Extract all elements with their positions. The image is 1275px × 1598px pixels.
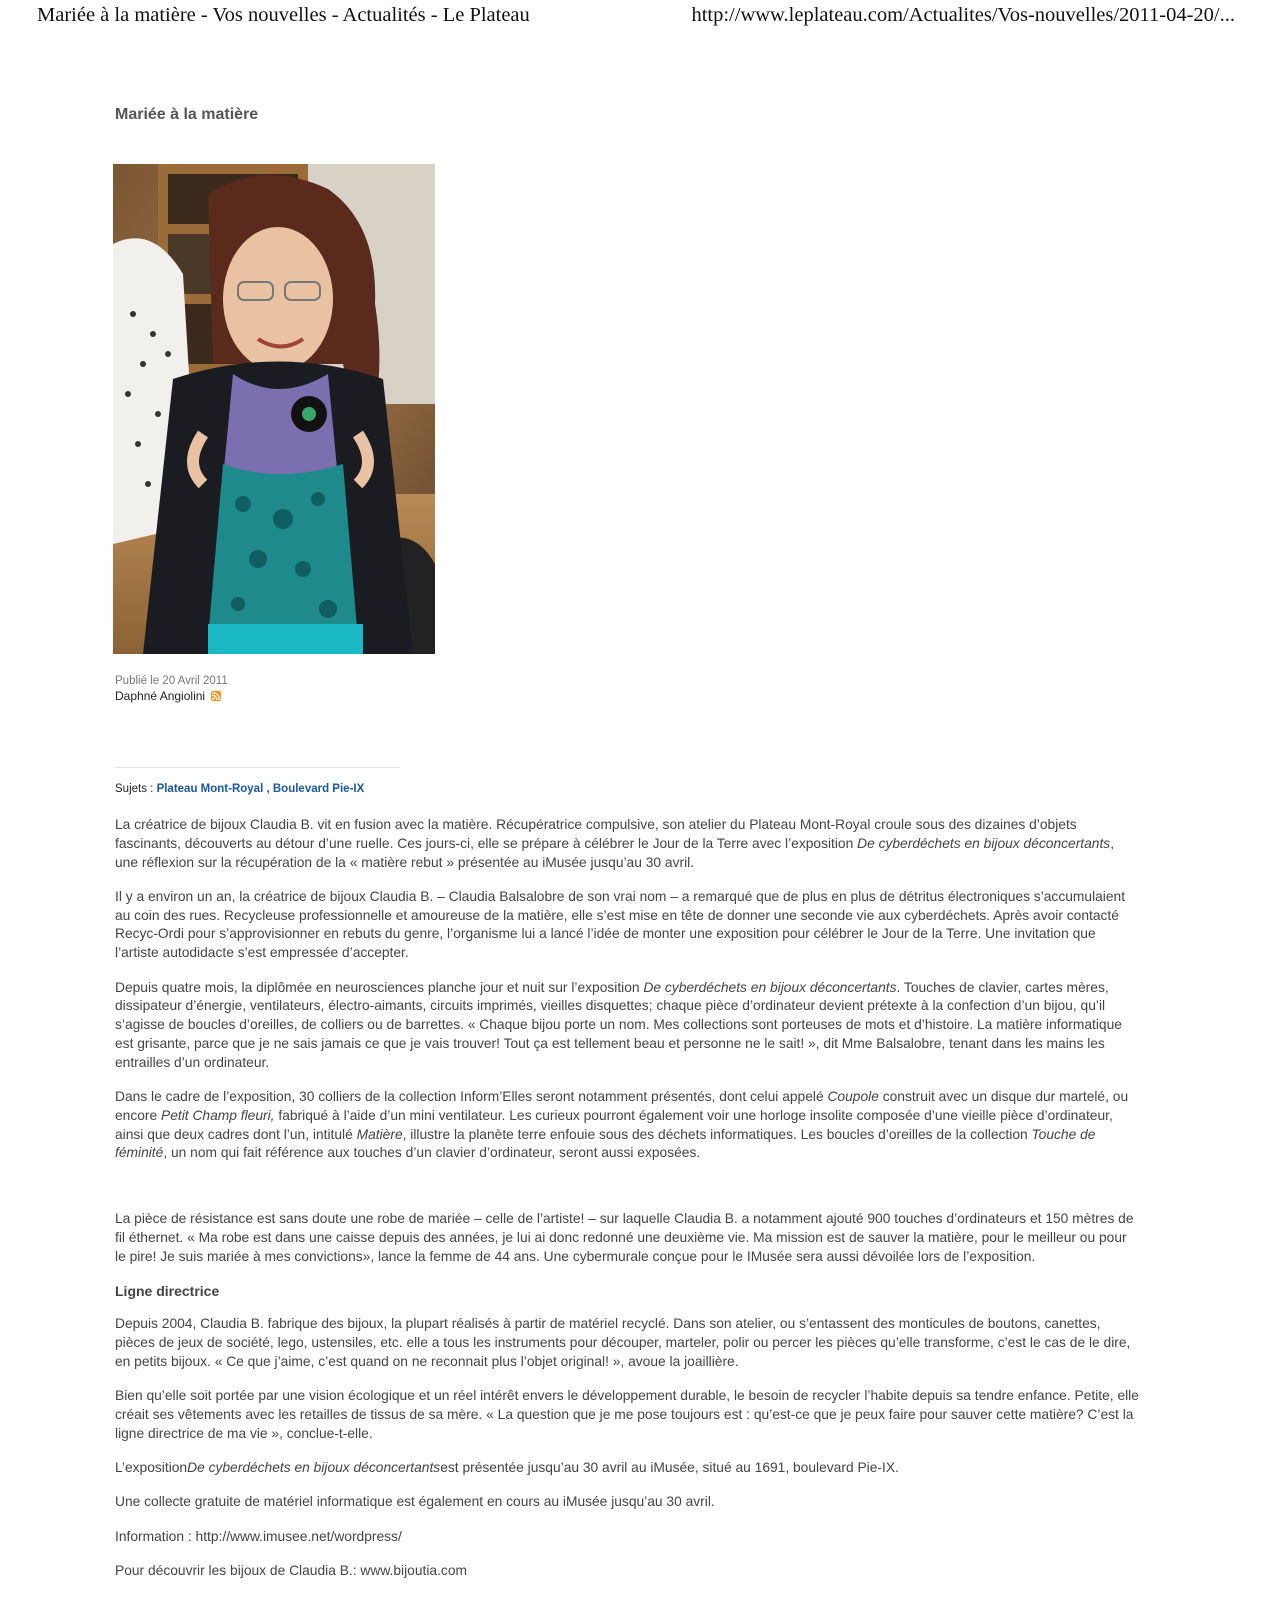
subject-link-boulevard-pie-ix[interactable]: Boulevard Pie-IX [272, 783, 365, 795]
paragraph-11-bijoutia: Pour découvrir les bijoux de Claudia B.: www.bijoutia.com [115, 1562, 467, 1578]
article-title: Mariée à la matière [115, 106, 259, 123]
author-line [115, 689, 228, 704]
article-body [115, 816, 1140, 1596]
rss-icon[interactable] [211, 691, 221, 701]
print-header [37, 4, 1235, 32]
subjects-label: Sujets : [115, 783, 154, 795]
article-photo [113, 164, 435, 654]
paragraph-4: Dans le cadre de l’exposition, 30 colliers de la collection Inform’Elles seront notamment présentés, dont celui appelé Coupole construit avec un disque dur martelé, ou encore Petit Champ fleuri, fabriqué à l’aide d’un mini ventilateur. Les curieux pourront également voir une horloge insolite composée d’une vieille pièce d’ordinateur, ainsi que deux cadres dont l’un, intitulé Matière, illustre la planète terre enfouie sous des déchets informatiques. Les boucles d’oreilles de la collection Touche de féminité, un nom qui fait référence aux touches d’un clavier d’ordinateur, seront aussi exposées. [115, 1089, 1129, 1161]
paragraph-10-info: Information : http://www.imusee.net/wordpress/ [115, 1528, 402, 1544]
divider [115, 767, 400, 768]
paragraph-9: Une collecte gratuite de matériel informatique est également en cours au iMusée jusqu’au 30 avril. [115, 1494, 715, 1510]
article-meta [115, 674, 228, 704]
article [115, 100, 1140, 1578]
paragraph-5: La pièce de résistance est sans doute une robe de mariée – celle de l’artiste! – sur laquelle Claudia B. a notamment ajouté 900 touches d’ordinateurs et 150 mètres de fil éthernet. « Ma robe est dans une caisse depuis des années, je lui ai donc redonné une deuxième vie. Ma mission est de sauver la matière, pour le meilleur ou pour le pire! Je suis mariée à mes convictions», lance la femme de 44 ans. Une cybermurale conçue pour le IMusée sera aussi dévoilée lors de l’exposition. [115, 1211, 1134, 1264]
subjects-line [115, 783, 364, 795]
paragraph-2: Il y a environ un an, la créatrice de bijoux Claudia B. – Claudia Balsalobre de son vrai nom – a remarqué que de plus en plus de détritus électroniques s’accumulaient au coin des rues. Recycleuse professionnelle et amoureuse de la matière, elle s’est mise en tête de donner une seconde vie aux cyberdéchets. Après avoir contacté Recyc-Ordi pour s’approvisionner en rebuts du genre, l’organisme lui a lancé l’idée de monter une exposition pour célébrer le Jour de la Terre. Une invitation que l’artiste autodidacte s’est empressée d’accepter. [115, 888, 1126, 961]
subheading-ligne-directrice: Ligne directrice [115, 1283, 220, 1300]
published-date: Publié le 20 Avril 2011 [115, 675, 228, 687]
subject-separator: , [263, 783, 273, 795]
print-page-url: http://www.leplateau.com/Actualites/Vos-nouvelles/2011-04-20/... [691, 4, 1235, 26]
paragraph-7: Bien qu’elle soit portée par une vision écologique et un réel intérêt envers le développement durable, le besoin de recycler l’habite depuis sa tendre enfance. Petite, elle créait ses vêtements avec les retailles de tissus de sa mère. « La question que je me pose toujours est : qu’est-ce que je peux faire pour sauver cette matière? C’est la ligne directrice de ma vie », conclue-t-elle. [115, 1388, 1139, 1441]
paragraph-1: La créatrice de bijoux Claudia B. vit en fusion avec la matière. Récupératrice compulsive, son atelier du Plateau Mont-Royal croule sous des dizaines d’objets fascinants, découverts au détour d’une ruelle. Ces jours-ci, elle se prépare à célébrer le Jour de la Terre avec l’exposition De cyberdéchets en bijoux déconcertants, une réflexion sur la récupération de la « matière rebut » présentée au iMusée jusqu’au 30 avril. [115, 817, 1115, 870]
subject-link-plateau-mont-royal[interactable]: Plateau Mont-Royal [156, 783, 264, 795]
paragraph-8: L’expositionDe cyberdéchets en bijoux déconcertantsest présentée jusqu’au 30 avril au iMusée, situé au 1691, boulevard Pie-IX. [115, 1459, 899, 1475]
paragraph-6: Depuis 2004, Claudia B. fabrique des bijoux, la plupart réalisés à partir de matériel recyclé. Dans son atelier, ou s’entassent des monticules de boutons, canettes, pièces de jeux de société, lego, ustensiles, etc. elle a tous les instruments pour découper, marteler, polir ou percer les pièces qu’elle transforme, c’est le cas de le dire, en petits bijoux. « Ce que j’aime, c’est quand on ne reconnait plus l’objet original! », avoue la joaillière. [115, 1316, 1131, 1369]
paragraph-3: Depuis quatre mois, la diplômée en neurosciences planche jour et nuit sur l’exposition De cyberdéchets en bijoux déconcertants. Touches de clavier, cartes mères, dissipateur d’énergie, ventilateurs, électro-aimants, circuits imprimés, vieilles disquettes; chaque pièce d’ordinateur devient prétexte à la confection d’un bijou, qu’il s’agisse de boucles d’oreilles, de colliers ou de barrettes. « Chaque bijou porte un nom. Mes collections sont porteuses de mots et d’histoire. La matière informatique est grisante, parce que je ne sais jamais ce que je vais trouver! Tout ça est tellement beau et personne ne le sait! », dit Mme Balsalobre, tenant dans les mains les entrailles d’un ordinateur. [115, 979, 1122, 1070]
print-page-title: Mariée à la matière - Vos nouvelles - Actualités - Le Plateau [37, 4, 530, 26]
author-name[interactable]: Daphné Angiolini [115, 689, 206, 703]
